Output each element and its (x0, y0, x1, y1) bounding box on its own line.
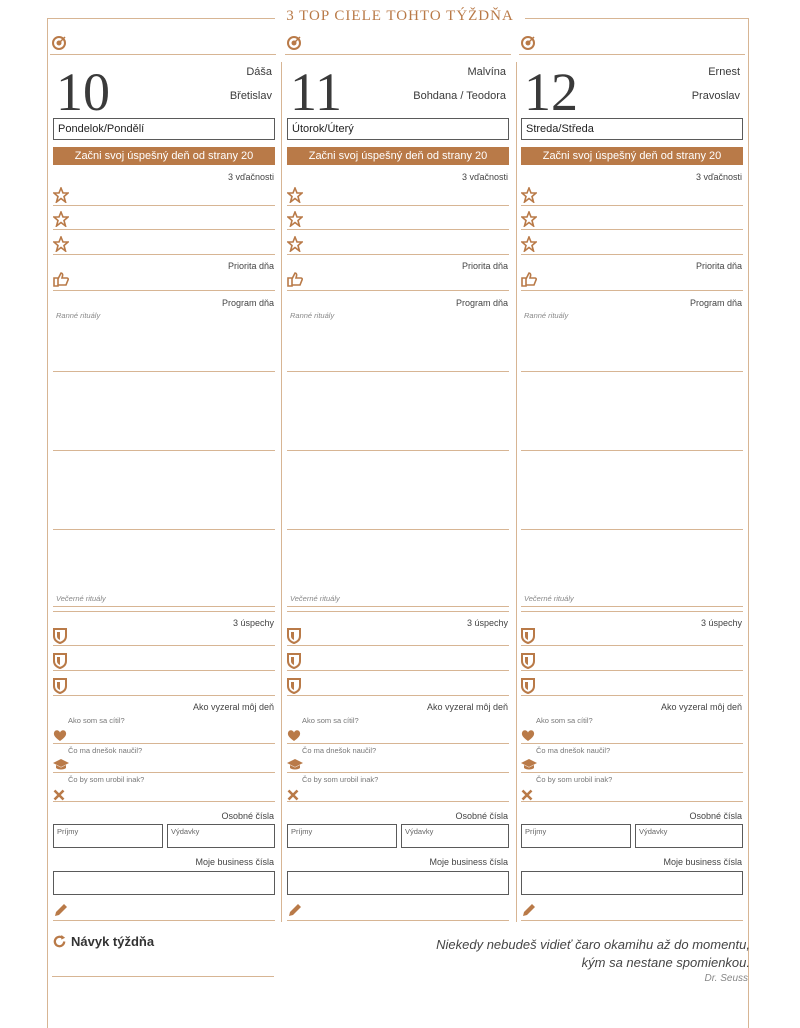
business-numbers-box[interactable] (53, 871, 275, 895)
question-feel: Ako som sa cítil? (68, 716, 125, 725)
graduation-cap-icon (53, 759, 69, 771)
program-line-2[interactable] (521, 450, 743, 451)
priority-line[interactable] (287, 290, 509, 291)
gratitude-line-2[interactable] (287, 229, 509, 230)
income-box[interactable]: Príjmy (53, 824, 163, 848)
pencil-icon (287, 902, 303, 918)
reflection-line-2[interactable] (53, 772, 275, 773)
start-banner: Začni svoj úspešný deň od strany 20 (521, 147, 743, 165)
nameday-2: Břetislav (229, 90, 272, 102)
success-line-3[interactable] (53, 695, 275, 696)
morning-label: Ranné rituály (524, 311, 569, 320)
morning-label: Ranné rituály (290, 311, 335, 320)
heart-icon (521, 729, 535, 742)
day-name-box: Pondelok/Pondělí (53, 118, 275, 140)
weekly-goals-row (50, 34, 748, 54)
shield-icon (287, 653, 301, 669)
start-banner: Začni svoj úspešný deň od strany 20 (287, 147, 509, 165)
section-divider (521, 611, 743, 612)
day-column-2 (284, 62, 510, 922)
question-feel: Ako som sa cítil? (302, 716, 359, 725)
business-numbers-label: Moje business čísla (195, 857, 274, 867)
shield-icon (521, 653, 535, 669)
expenses-box[interactable]: Výdavky (167, 824, 275, 848)
graduation-cap-icon (287, 759, 303, 771)
business-numbers-box[interactable] (521, 871, 743, 895)
day-column-1 (50, 62, 276, 922)
pencil-icon (53, 902, 69, 918)
gratitude-line-3[interactable] (521, 254, 743, 255)
successes-label: 3 úspechy (232, 618, 274, 628)
income-box[interactable]: Príjmy (521, 824, 631, 848)
successes-label: 3 úspechy (700, 618, 742, 628)
nameday-1: Dáša (246, 66, 272, 78)
question-learn: Čo ma dnešok naučil? (302, 746, 377, 755)
heart-icon (53, 729, 67, 742)
target-icon (521, 36, 535, 50)
notes-line[interactable] (521, 920, 743, 921)
notes-line[interactable] (53, 920, 275, 921)
question-learn: Čo ma dnešok naučil? (68, 746, 143, 755)
reflection-line-3[interactable] (521, 801, 743, 802)
day-column-3 (518, 62, 744, 922)
gratitude-line-3[interactable] (53, 254, 275, 255)
personal-numbers-label: Osobné čísla (455, 811, 508, 821)
gratitude-line-3[interactable] (287, 254, 509, 255)
quote-line-2: kým sa nestane spomienkou. (581, 955, 750, 970)
reflection-label: Ako vyzeral môj deň (660, 702, 742, 712)
cross-icon (287, 789, 299, 801)
habit-label: Návyk týždňa (71, 934, 155, 949)
program-line-2[interactable] (287, 450, 509, 451)
program-label: Program dňa (689, 298, 742, 308)
star-icon (521, 211, 537, 227)
program-line-3[interactable] (53, 529, 275, 530)
priority-label: Priorita dňa (227, 261, 274, 271)
star-icon (287, 236, 303, 252)
program-line-3[interactable] (521, 529, 743, 530)
day-number: 10 (56, 62, 110, 122)
evening-line[interactable] (53, 606, 275, 607)
program-line-2[interactable] (53, 450, 275, 451)
cross-icon (53, 789, 65, 801)
priority-label: Priorita dňa (695, 261, 742, 271)
gratitude-label: 3 vďačnosti (227, 172, 274, 182)
reflection-line-1[interactable] (287, 743, 509, 744)
nameday-1: Malvína (467, 66, 506, 78)
star-icon (521, 236, 537, 252)
program-line-3[interactable] (287, 529, 509, 530)
goal-field-1[interactable] (50, 34, 276, 55)
shield-icon (53, 653, 67, 669)
priority-label: Priorita dňa (461, 261, 508, 271)
evening-line[interactable] (287, 606, 509, 607)
business-numbers-box[interactable] (287, 871, 509, 895)
reflection-label: Ako vyzeral môj deň (192, 702, 274, 712)
pencil-icon (521, 902, 537, 918)
question-improve: Čo by som urobil inak? (302, 775, 379, 784)
reflection-line-2[interactable] (287, 772, 509, 773)
notes-line[interactable] (287, 920, 509, 921)
program-line-1[interactable] (521, 371, 743, 372)
shield-icon (287, 628, 301, 644)
success-line-1[interactable] (287, 645, 509, 646)
shield-icon (521, 678, 535, 694)
success-line-3[interactable] (287, 695, 509, 696)
reflection-line-3[interactable] (53, 801, 275, 802)
quote-line-1: Niekedy nebudeš vidieť čaro okamihu až do momentu, (436, 937, 750, 952)
day-number: 12 (524, 62, 578, 122)
program-label: Program dňa (221, 298, 274, 308)
question-improve: Čo by som urobil inak? (536, 775, 613, 784)
shield-icon (53, 678, 67, 694)
reflection-line-3[interactable] (287, 801, 509, 802)
priority-line[interactable] (53, 290, 275, 291)
success-line-2[interactable] (53, 670, 275, 671)
evening-label: Večerné rituály (56, 594, 106, 603)
shield-icon (53, 628, 67, 644)
star-icon (53, 236, 69, 252)
day-name-box: Útorok/Úterý (287, 118, 509, 140)
target-icon (287, 36, 301, 50)
cross-icon (521, 789, 533, 801)
question-feel: Ako som sa cítil? (536, 716, 593, 725)
morning-label: Ranné rituály (56, 311, 101, 320)
gratitude-label: 3 vďačnosti (695, 172, 742, 182)
program-label: Program dňa (455, 298, 508, 308)
shield-icon (287, 678, 301, 694)
expenses-box[interactable]: Výdavky (635, 824, 743, 848)
gratitude-line-1[interactable] (521, 205, 743, 206)
question-improve: Čo by som urobil inak? (68, 775, 145, 784)
quote-author: Dr. Seuss (704, 973, 748, 984)
reflection-line-2[interactable] (521, 772, 743, 773)
success-line-2[interactable] (287, 670, 509, 671)
evening-label: Večerné rituály (290, 594, 340, 603)
business-numbers-label: Moje business čísla (429, 857, 508, 867)
goal-field-2[interactable] (285, 34, 511, 55)
target-icon (52, 36, 66, 50)
success-line-2[interactable] (521, 670, 743, 671)
program-line-1[interactable] (287, 371, 509, 372)
success-line-1[interactable] (521, 645, 743, 646)
nameday-2: Bohdana / Teodora (413, 90, 506, 102)
habit-of-week (52, 934, 154, 949)
refresh-icon (52, 934, 67, 949)
expenses-box[interactable]: Výdavky (401, 824, 509, 848)
thumbs-up-icon (521, 271, 537, 287)
day-name-box: Streda/Středa (521, 118, 743, 140)
gratitude-line-1[interactable] (53, 205, 275, 206)
star-icon (521, 187, 537, 203)
heart-icon (287, 729, 301, 742)
income-box[interactable]: Príjmy (287, 824, 397, 848)
successes-label: 3 úspechy (466, 618, 508, 628)
thumbs-up-icon (53, 271, 69, 287)
gratitude-line-2[interactable] (521, 229, 743, 230)
shield-icon (521, 628, 535, 644)
evening-label: Večerné rituály (524, 594, 574, 603)
priority-line[interactable] (521, 290, 743, 291)
program-line-1[interactable] (53, 371, 275, 372)
evening-line[interactable] (521, 606, 743, 607)
gratitude-label: 3 vďačnosti (461, 172, 508, 182)
nameday-2: Pravoslav (691, 90, 740, 102)
day-number: 11 (290, 62, 342, 122)
quote (410, 936, 750, 972)
success-line-1[interactable] (53, 645, 275, 646)
page-title: 3 TOP CIELE TOHTO TÝŽDŇA (275, 8, 525, 25)
gratitude-line-1[interactable] (287, 205, 509, 206)
star-icon (53, 187, 69, 203)
nameday-1: Ernest (708, 66, 740, 78)
habit-line[interactable] (52, 976, 274, 977)
business-numbers-label: Moje business čísla (663, 857, 742, 867)
section-divider (53, 611, 275, 612)
section-divider (287, 611, 509, 612)
column-divider (516, 62, 517, 922)
start-banner: Začni svoj úspešný deň od strany 20 (53, 147, 275, 165)
thumbs-up-icon (287, 271, 303, 287)
star-icon (287, 211, 303, 227)
star-icon (53, 211, 69, 227)
question-learn: Čo ma dnešok naučil? (536, 746, 611, 755)
gratitude-line-2[interactable] (53, 229, 275, 230)
graduation-cap-icon (521, 759, 537, 771)
star-icon (287, 187, 303, 203)
reflection-line-1[interactable] (53, 743, 275, 744)
personal-numbers-label: Osobné čísla (689, 811, 742, 821)
reflection-label: Ako vyzeral môj deň (426, 702, 508, 712)
goal-field-3[interactable] (519, 34, 745, 55)
success-line-3[interactable] (521, 695, 743, 696)
personal-numbers-label: Osobné čísla (221, 811, 274, 821)
reflection-line-1[interactable] (521, 743, 743, 744)
column-divider (281, 62, 282, 922)
